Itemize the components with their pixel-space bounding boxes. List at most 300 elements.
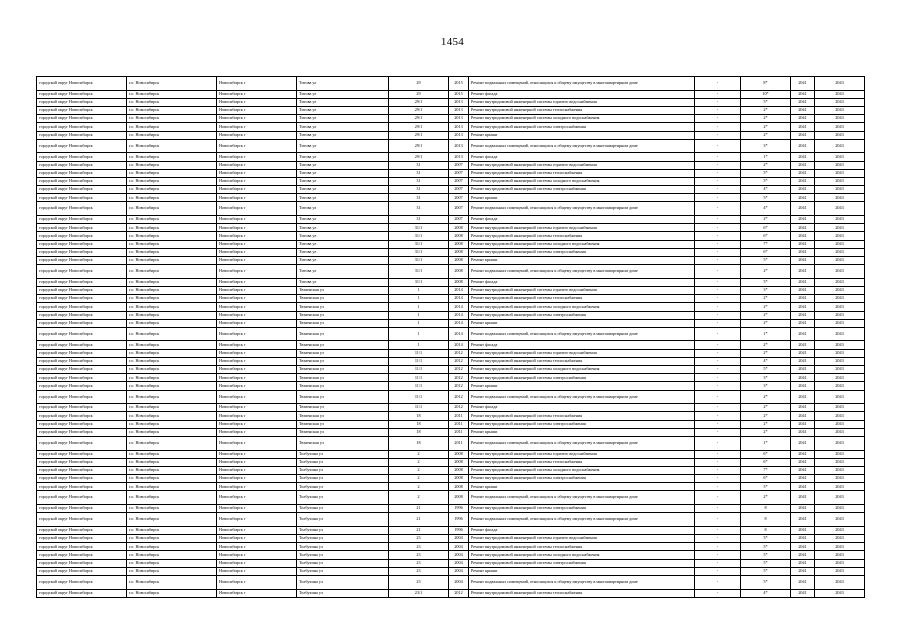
house-cell: 11/1 [389, 382, 449, 390]
cost-cell: 5* [741, 551, 791, 559]
placeholder-cell: - [695, 224, 741, 232]
city-cell: Новосибирск г [217, 232, 297, 240]
city-cell: Новосибирск г [217, 535, 297, 543]
year-cell: 2007 [449, 216, 469, 224]
table-row [37, 123, 865, 131]
municipality-cell: г.о. Новосибирск [127, 513, 217, 527]
work-type-cell: Ремонт внутридомовой инженерной системы холодного водоснабжения [469, 303, 695, 311]
district-cell: городской округ Новосибирск [37, 131, 127, 139]
placeholder-cell: - [695, 232, 741, 240]
table-row [37, 77, 865, 91]
year-cell: 2007 [449, 186, 469, 194]
year-cell: 2014 [449, 286, 469, 294]
street-cell: Толбухина ул [297, 526, 389, 534]
start-year-cell: 2041 [791, 248, 815, 256]
work-type-cell: Ремонт внутридомовой инженерной системы теплоснабжения [469, 543, 695, 551]
placeholder-cell: - [695, 319, 741, 327]
cost-cell: 2* [741, 295, 791, 303]
municipality-cell: г.о. Новосибирск [127, 366, 217, 374]
start-year-cell: 2041 [791, 390, 815, 404]
cost-cell: 5* [741, 169, 791, 177]
end-year-cell: 2043 [815, 319, 865, 327]
end-year-cell: 2043 [815, 513, 865, 527]
end-year-cell: 2043 [815, 202, 865, 216]
city-cell: Новосибирск г [217, 295, 297, 303]
cost-cell: 2* [741, 404, 791, 412]
end-year-cell: 2043 [815, 327, 865, 341]
cost-cell: 2* [741, 216, 791, 224]
house-cell: 31/1 [389, 240, 449, 248]
house-cell: 2 [389, 466, 449, 474]
start-year-cell: 2041 [791, 202, 815, 216]
municipality-cell: г.о. Новосибирск [127, 475, 217, 483]
city-cell: Новосибирск г [217, 475, 297, 483]
street-cell: Титова ул [297, 139, 389, 153]
work-type-cell: Ремонт внутридомовой инженерной системы электроснабжения [469, 374, 695, 382]
year-cell: 2007 [449, 194, 469, 202]
street-cell: Тюменская ул [297, 295, 389, 303]
year-cell: 2004 [449, 559, 469, 567]
year-cell: 2008 [449, 265, 469, 279]
table-row [37, 216, 865, 224]
city-cell: Новосибирск г [217, 491, 297, 505]
placeholder-cell: - [695, 327, 741, 341]
placeholder-cell: - [695, 491, 741, 505]
municipality-cell: г.о. Новосибирск [127, 458, 217, 466]
work-type-cell: Ремонт подвальных помещений, относящихся к общему имуществу в многоквартирном доме [469, 390, 695, 404]
start-year-cell: 2041 [791, 491, 815, 505]
year-cell: 2004 [449, 567, 469, 575]
table-row [37, 420, 865, 428]
district-cell: городской округ Новосибирск [37, 526, 127, 534]
street-cell: Толбухина ул [297, 535, 389, 543]
work-type-cell: Ремонт внутридомовой инженерной системы горячего водоснабжения [469, 286, 695, 294]
year-cell: 2013 [449, 131, 469, 139]
placeholder-cell: - [695, 436, 741, 450]
district-cell: городской округ Новосибирск [37, 265, 127, 279]
city-cell: Новосибирск г [217, 436, 297, 450]
street-cell: Тюменская ул [297, 303, 389, 311]
table-row [37, 202, 865, 216]
district-cell: городской округ Новосибирск [37, 295, 127, 303]
cost-cell: 4* [741, 589, 791, 597]
table-row [37, 319, 865, 327]
municipality-cell: г.о. Новосибирск [127, 341, 217, 349]
table-row [37, 169, 865, 177]
start-year-cell: 2041 [791, 559, 815, 567]
city-cell: Новосибирск г [217, 202, 297, 216]
table-row [37, 327, 865, 341]
start-year-cell: 2041 [791, 131, 815, 139]
table-row [37, 161, 865, 169]
work-type-cell: Ремонт крыши [469, 131, 695, 139]
district-cell: городской округ Новосибирск [37, 327, 127, 341]
placeholder-cell: - [695, 382, 741, 390]
table-row [37, 575, 865, 589]
district-cell: городской округ Новосибирск [37, 248, 127, 256]
table-row [37, 139, 865, 153]
city-cell: Новосибирск г [217, 382, 297, 390]
municipality-cell: г.о. Новосибирск [127, 374, 217, 382]
cost-cell: 2* [741, 349, 791, 357]
cost-cell: 5* [741, 535, 791, 543]
cost-cell: 5* [741, 366, 791, 374]
street-cell: Толбухина ул [297, 491, 389, 505]
table-row [37, 115, 865, 123]
end-year-cell: 2043 [815, 248, 865, 256]
district-cell: городской округ Новосибирск [37, 390, 127, 404]
start-year-cell: 2041 [791, 177, 815, 185]
year-cell: 2013 [449, 98, 469, 106]
district-cell: городской округ Новосибирск [37, 589, 127, 597]
house-cell: 1 [389, 319, 449, 327]
street-cell: Толбухина ул [297, 575, 389, 589]
city-cell: Новосибирск г [217, 186, 297, 194]
house-cell: 31/1 [389, 232, 449, 240]
table-row [37, 543, 865, 551]
district-cell: городской округ Новосибирск [37, 466, 127, 474]
city-cell: Новосибирск г [217, 420, 297, 428]
table-row [37, 224, 865, 232]
work-type-cell: Ремонт внутридомовой инженерной системы электроснабжения [469, 311, 695, 319]
year-cell: 2011 [449, 420, 469, 428]
municipality-cell: г.о. Новосибирск [127, 115, 217, 123]
municipality-cell: г.о. Новосибирск [127, 216, 217, 224]
year-cell: 2008 [449, 475, 469, 483]
placeholder-cell: - [695, 475, 741, 483]
city-cell: Новосибирск г [217, 123, 297, 131]
table-row [37, 303, 865, 311]
work-type-cell: Ремонт подвальных помещений, относящихся к общему имуществу в многоквартирном доме [469, 491, 695, 505]
city-cell: Новосибирск г [217, 106, 297, 114]
year-cell: 2012 [449, 357, 469, 365]
municipality-cell: г.о. Новосибирск [127, 491, 217, 505]
municipality-cell: г.о. Новосибирск [127, 349, 217, 357]
cost-cell: 5* [741, 177, 791, 185]
year-cell: 2011 [449, 436, 469, 450]
cost-cell: 4* [741, 202, 791, 216]
district-cell: городской округ Новосибирск [37, 483, 127, 491]
end-year-cell: 2043 [815, 475, 865, 483]
cost-cell: 8* [741, 77, 791, 91]
placeholder-cell: - [695, 311, 741, 319]
house-cell: 31/1 [389, 265, 449, 279]
cost-cell: 2* [741, 412, 791, 420]
district-cell: городской округ Новосибирск [37, 357, 127, 365]
work-type-cell: Ремонт внутридомовой инженерной системы холодного водоснабжения [469, 240, 695, 248]
table-row [37, 177, 865, 185]
cost-cell: 1* [741, 327, 791, 341]
city-cell: Новосибирск г [217, 90, 297, 98]
end-year-cell: 2043 [815, 450, 865, 458]
year-cell: 2013 [449, 106, 469, 114]
house-cell: 23 [389, 535, 449, 543]
street-cell: Тюменская ул [297, 428, 389, 436]
end-year-cell: 2043 [815, 278, 865, 286]
start-year-cell: 2041 [791, 139, 815, 153]
cost-cell: 2* [741, 265, 791, 279]
municipality-cell: г.о. Новосибирск [127, 202, 217, 216]
street-cell: Титова ул [297, 265, 389, 279]
placeholder-cell: - [695, 90, 741, 98]
placeholder-cell: - [695, 390, 741, 404]
municipality-cell: г.о. Новосибирск [127, 256, 217, 264]
end-year-cell: 2043 [815, 589, 865, 597]
work-type-cell: Ремонт подвальных помещений, относящихся к общему имуществу в многоквартирном доме [469, 265, 695, 279]
year-cell: 2004 [449, 535, 469, 543]
district-cell: городской округ Новосибирск [37, 412, 127, 420]
house-cell: 31 [389, 177, 449, 185]
cost-cell: 6* [741, 232, 791, 240]
end-year-cell: 2043 [815, 123, 865, 131]
table-row [37, 366, 865, 374]
end-year-cell: 2043 [815, 98, 865, 106]
year-cell: 2008 [449, 224, 469, 232]
placeholder-cell: - [695, 202, 741, 216]
municipality-cell: г.о. Новосибирск [127, 589, 217, 597]
work-type-cell: Ремонт подвальных помещений, относящихся к общему имуществу в многоквартирном доме [469, 575, 695, 589]
end-year-cell: 2043 [815, 390, 865, 404]
year-cell: 2007 [449, 161, 469, 169]
city-cell: Новосибирск г [217, 341, 297, 349]
street-cell: Титова ул [297, 232, 389, 240]
end-year-cell: 2043 [815, 240, 865, 248]
start-year-cell: 2041 [791, 232, 815, 240]
district-cell: городской округ Новосибирск [37, 551, 127, 559]
house-cell: 2 [389, 475, 449, 483]
house-cell: 11/1 [389, 349, 449, 357]
year-cell: 2013 [449, 115, 469, 123]
street-cell: Титова ул [297, 77, 389, 91]
city-cell: Новосибирск г [217, 458, 297, 466]
end-year-cell: 2043 [815, 567, 865, 575]
street-cell: Титова ул [297, 186, 389, 194]
street-cell: Толбухина ул [297, 458, 389, 466]
year-cell: 2012 [449, 589, 469, 597]
work-type-cell: Ремонт крыши [469, 483, 695, 491]
placeholder-cell: - [695, 357, 741, 365]
work-type-cell: Ремонт крыши [469, 382, 695, 390]
table-row [37, 341, 865, 349]
district-cell: городской округ Новосибирск [37, 404, 127, 412]
house-cell: 2 [389, 458, 449, 466]
table-row [37, 567, 865, 575]
city-cell: Новосибирск г [217, 589, 297, 597]
year-cell: 2011 [449, 412, 469, 420]
city-cell: Новосибирск г [217, 404, 297, 412]
cost-cell: 5* [741, 278, 791, 286]
municipality-cell: г.о. Новосибирск [127, 278, 217, 286]
municipality-cell: г.о. Новосибирск [127, 286, 217, 294]
district-cell: городской округ Новосибирск [37, 139, 127, 153]
district-cell: городской округ Новосибирск [37, 77, 127, 91]
cost-cell: 2* [741, 303, 791, 311]
street-cell: Тюменская ул [297, 382, 389, 390]
district-cell: городской округ Новосибирск [37, 543, 127, 551]
end-year-cell: 2043 [815, 169, 865, 177]
placeholder-cell: - [695, 559, 741, 567]
start-year-cell: 2041 [791, 77, 815, 91]
end-year-cell: 2043 [815, 466, 865, 474]
table-row [37, 428, 865, 436]
cost-cell: 8 [741, 526, 791, 534]
work-type-cell: Ремонт внутридомовой инженерной системы электроснабжения [469, 505, 695, 513]
table-row [37, 248, 865, 256]
year-cell: 2004 [449, 543, 469, 551]
end-year-cell: 2043 [815, 374, 865, 382]
street-cell: Титова ул [297, 216, 389, 224]
placeholder-cell: - [695, 240, 741, 248]
start-year-cell: 2041 [791, 450, 815, 458]
table-row [37, 131, 865, 139]
table-row [37, 295, 865, 303]
street-cell: Титова ул [297, 115, 389, 123]
table-row [37, 90, 865, 98]
city-cell: Новосибирск г [217, 543, 297, 551]
year-cell: 2014 [449, 341, 469, 349]
street-cell: Титова ул [297, 123, 389, 131]
start-year-cell: 2041 [791, 543, 815, 551]
municipality-cell: г.о. Новосибирск [127, 436, 217, 450]
house-cell: 31/1 [389, 224, 449, 232]
city-cell: Новосибирск г [217, 327, 297, 341]
street-cell: Тюменская ул [297, 420, 389, 428]
start-year-cell: 2041 [791, 420, 815, 428]
district-cell: городской округ Новосибирск [37, 458, 127, 466]
table-row [37, 404, 865, 412]
city-cell: Новосибирск г [217, 303, 297, 311]
year-cell: 2008 [449, 232, 469, 240]
district-cell: городской округ Новосибирск [37, 559, 127, 567]
table-row [37, 153, 865, 161]
district-cell: городской округ Новосибирск [37, 505, 127, 513]
house-cell: 29 [389, 90, 449, 98]
end-year-cell: 2043 [815, 256, 865, 264]
municipality-cell: г.о. Новосибирск [127, 177, 217, 185]
placeholder-cell: - [695, 483, 741, 491]
district-cell: городской округ Новосибирск [37, 216, 127, 224]
municipality-cell: г.о. Новосибирск [127, 169, 217, 177]
municipality-cell: г.о. Новосибирск [127, 194, 217, 202]
street-cell: Титова ул [297, 169, 389, 177]
work-type-cell: Ремонт крыши [469, 428, 695, 436]
work-type-cell: Ремонт крыши [469, 194, 695, 202]
municipality-cell: г.о. Новосибирск [127, 98, 217, 106]
district-cell: городской округ Новосибирск [37, 240, 127, 248]
end-year-cell: 2043 [815, 139, 865, 153]
work-type-cell: Ремонт внутридомовой инженерной системы холодного водоснабжения [469, 466, 695, 474]
cost-cell: 5* [741, 194, 791, 202]
year-cell: 2014 [449, 295, 469, 303]
municipality-cell: г.о. Новосибирск [127, 240, 217, 248]
end-year-cell: 2043 [815, 295, 865, 303]
house-cell: 11/1 [389, 390, 449, 404]
year-cell: 2008 [449, 256, 469, 264]
cost-cell: 2* [741, 123, 791, 131]
house-cell: 2 [389, 483, 449, 491]
work-type-cell: Ремонт внутридомовой инженерной системы электроснабжения [469, 475, 695, 483]
placeholder-cell: - [695, 341, 741, 349]
placeholder-cell: - [695, 349, 741, 357]
city-cell: Новосибирск г [217, 526, 297, 534]
year-cell: 2014 [449, 303, 469, 311]
work-type-cell: Ремонт внутридомовой инженерной системы холодного водоснабжения [469, 551, 695, 559]
city-cell: Новосибирск г [217, 412, 297, 420]
city-cell: Новосибирск г [217, 466, 297, 474]
cost-cell: 3* [741, 286, 791, 294]
year-cell: 2012 [449, 382, 469, 390]
street-cell: Титова ул [297, 248, 389, 256]
district-cell: городской округ Новосибирск [37, 115, 127, 123]
year-cell: 1996 [449, 513, 469, 527]
placeholder-cell: - [695, 161, 741, 169]
year-cell: 2012 [449, 404, 469, 412]
year-cell: 2008 [449, 466, 469, 474]
year-cell: 2011 [449, 428, 469, 436]
end-year-cell: 2043 [815, 436, 865, 450]
work-type-cell: Ремонт подвальных помещений, относящихся к общему имуществу в многоквартирном доме [469, 77, 695, 91]
placeholder-cell: - [695, 265, 741, 279]
work-type-cell: Ремонт внутридомовой инженерной системы теплоснабжения [469, 357, 695, 365]
house-cell: 18 [389, 436, 449, 450]
municipality-cell: г.о. Новосибирск [127, 551, 217, 559]
placeholder-cell: - [695, 169, 741, 177]
end-year-cell: 2043 [815, 224, 865, 232]
start-year-cell: 2041 [791, 513, 815, 527]
cost-cell: 6* [741, 450, 791, 458]
cost-cell: 5* [741, 567, 791, 575]
work-type-cell: Ремонт подвальных помещений, относящихся к общему имуществу в многоквартирном доме [469, 436, 695, 450]
end-year-cell: 2043 [815, 216, 865, 224]
house-cell: 21 [389, 513, 449, 527]
house-cell: 29/1 [389, 98, 449, 106]
work-type-cell: Ремонт подвальных помещений, относящихся к общему имуществу в многоквартирном доме [469, 513, 695, 527]
city-cell: Новосибирск г [217, 77, 297, 91]
house-cell: 1 [389, 303, 449, 311]
house-cell: 23 [389, 543, 449, 551]
year-cell: 2008 [449, 248, 469, 256]
street-cell: Титова ул [297, 131, 389, 139]
table-row [37, 382, 865, 390]
municipality-cell: г.о. Новосибирск [127, 412, 217, 420]
city-cell: Новосибирск г [217, 278, 297, 286]
work-type-cell: Ремонт фасада [469, 153, 695, 161]
house-cell: 21 [389, 526, 449, 534]
street-cell: Тюменская ул [297, 349, 389, 357]
placeholder-cell: - [695, 153, 741, 161]
start-year-cell: 2041 [791, 161, 815, 169]
district-cell: городской округ Новосибирск [37, 513, 127, 527]
work-type-cell: Ремонт подвальных помещений, относящихся к общему имуществу в многоквартирном доме [469, 327, 695, 341]
year-cell: 1996 [449, 526, 469, 534]
work-type-cell: Ремонт внутридомовой инженерной системы горячего водоснабжения [469, 224, 695, 232]
table-row [37, 311, 865, 319]
end-year-cell: 2043 [815, 551, 865, 559]
placeholder-cell: - [695, 505, 741, 513]
start-year-cell: 2041 [791, 311, 815, 319]
municipality-cell: г.о. Новосибирск [127, 295, 217, 303]
placeholder-cell: - [695, 374, 741, 382]
street-cell: Толбухина ул [297, 589, 389, 597]
end-year-cell: 2043 [815, 77, 865, 91]
table-row [37, 551, 865, 559]
start-year-cell: 2041 [791, 374, 815, 382]
work-type-cell: Ремонт внутридомовой инженерной системы теплоснабжения [469, 295, 695, 303]
start-year-cell: 2041 [791, 186, 815, 194]
house-cell: 29/1 [389, 106, 449, 114]
placeholder-cell: - [695, 575, 741, 589]
city-cell: Новосибирск г [217, 169, 297, 177]
